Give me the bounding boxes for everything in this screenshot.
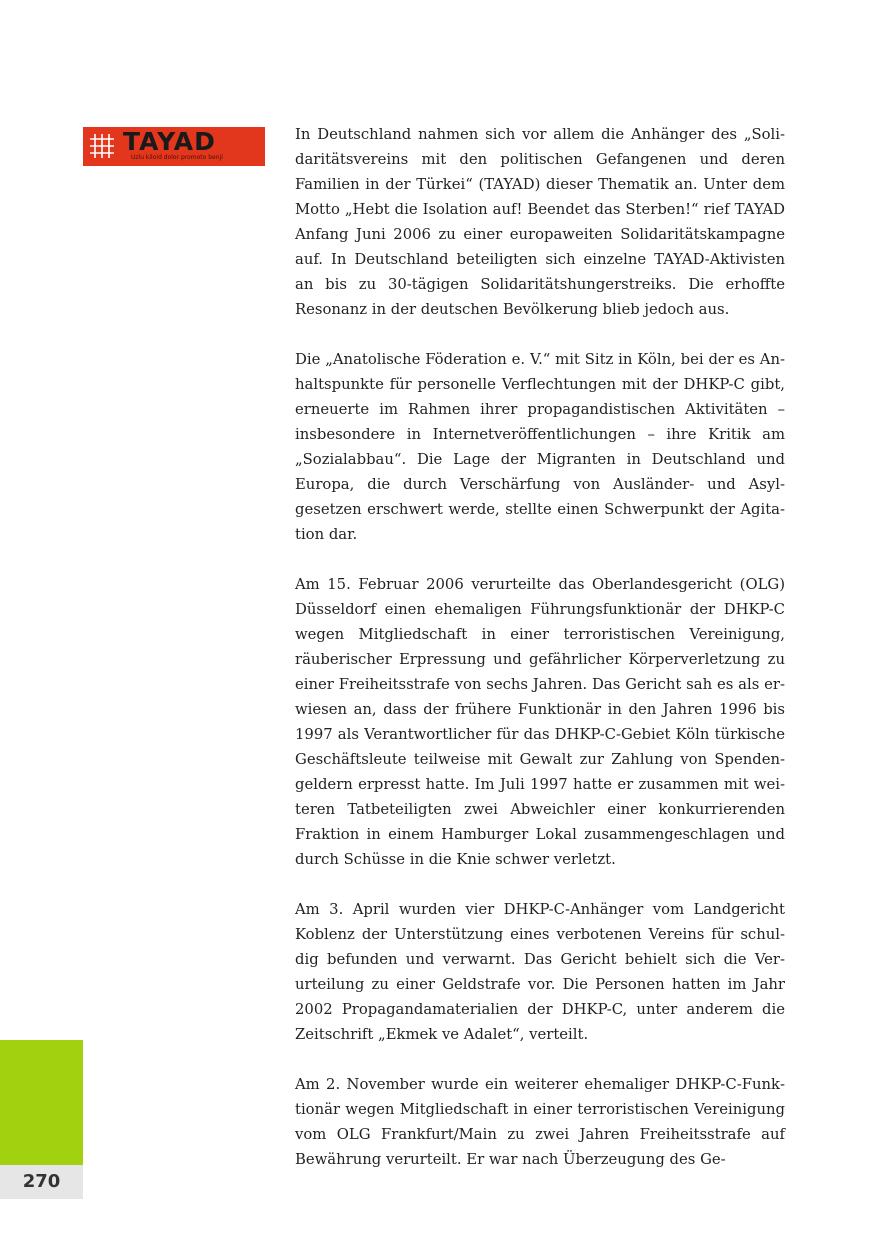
paragraph-landgericht-koblenz: Am 3. April wurden vier DHKP-C-Anhänger vom Landgericht Koblenz der Unterstützung eines verbotenen Vereins für schuldig befunden und verwarnt. Das Gericht behielt sich die Verurteilung zu einer Geldstrafe vor. Die Personen hatten im Jahr 2002 Propagandamaterialien der DHKP-C, unter anderem die Zeitschrift „Ekmek ve Adalet“, verteilt. <box>295 901 785 1043</box>
page-number: 270 <box>22 1171 61 1192</box>
body-text <box>295 122 785 1197</box>
chapter-color-bar <box>0 1040 83 1165</box>
paragraph-tayad: In Deutschland nahmen sich vor allem die Anhänger des „Solidaritätsvereins mit den politischen Gefangenen und deren Familien in der Türkei“ (TAYAD) dieser Thematik an. Unter dem Motto „Hebt die Isolation auf! Beendet das Sterben!“ rief TAYAD Anfang Juni 2006 zu einer europaweiten Solidaritätskampagne auf. In Deutschland beteiligten sich einzelne TAYAD-Aktivisten an bis zu 30-tägigen Solidaritätshungerstreiks. Die erhoffte Resonanz in der deutschen Bevölkerung blieb jedoch aus. <box>295 126 785 318</box>
grid-emblem-icon <box>87 131 117 162</box>
logo-tagline: Uzlu kiloid dolor promoto benji <box>131 154 223 161</box>
paragraph-anatolische-foederation: Die „Anatolische Föderation e. V.“ mit Sitz in Köln, bei der es Anhaltspunkte für personelle Verflechtungen mit der DHKP-C gibt, erneuerte im Rahmen ihrer propagandistischen Aktivitäten – insbesondere in Internetveröffentlichungen – ihre Kritik am „Sozialabbau“. Die Lage der Migranten in Deutschland und Europa, die durch Verschärfung von Ausländer- und Asylgesetzen erschwert werde, stellte einen Schwerpunkt der Agitation dar. <box>295 351 785 543</box>
page-number-box <box>0 1165 83 1199</box>
tayad-logo <box>83 127 265 166</box>
logo-wordmark: TAYAD <box>123 127 216 156</box>
paragraph-olg-duesseldorf: Am 15. Februar 2006 verurteilte das Oberlandesgericht (OLG) Düsseldorf einen ehemaligen Führungsfunktionär der DHKP-C wegen Mitgliedschaft in einer terroristischen Vereinigung, räuberischer Erpressung und gefährlicher Körperverletzung zu einer Freiheitsstrafe von sechs Jahren. Das Gericht sah es als erwiesen an, dass der frühere Funktionär in den Jahren 1996 bis 1997 als Verantwortlicher für das DHKP-C-Gebiet Köln türkische Geschäftsleute teilweise mit Gewalt zur Zahlung von Spendengeldern erpresst hatte. Im Juli 1997 hatte er zusammen mit weiteren Tatbeteiligten zwei Abweichler einer konkurrierenden Fraktion in einem Hamburger Lokal zusammengeschlagen und durch Schüsse in die Knie schwer verletzt. <box>295 576 785 868</box>
paragraph-olg-frankfurt: Am 2. November wurde ein weiterer ehemaliger DHKP-C-Funktionär wegen Mitgliedschaft in einer terroristischen Vereinigung vom OLG Frankfurt/Main zu zwei Jahren Freiheitsstrafe auf Bewährung verurteilt. Er war nach Überzeugung des Ge- <box>295 1076 785 1168</box>
